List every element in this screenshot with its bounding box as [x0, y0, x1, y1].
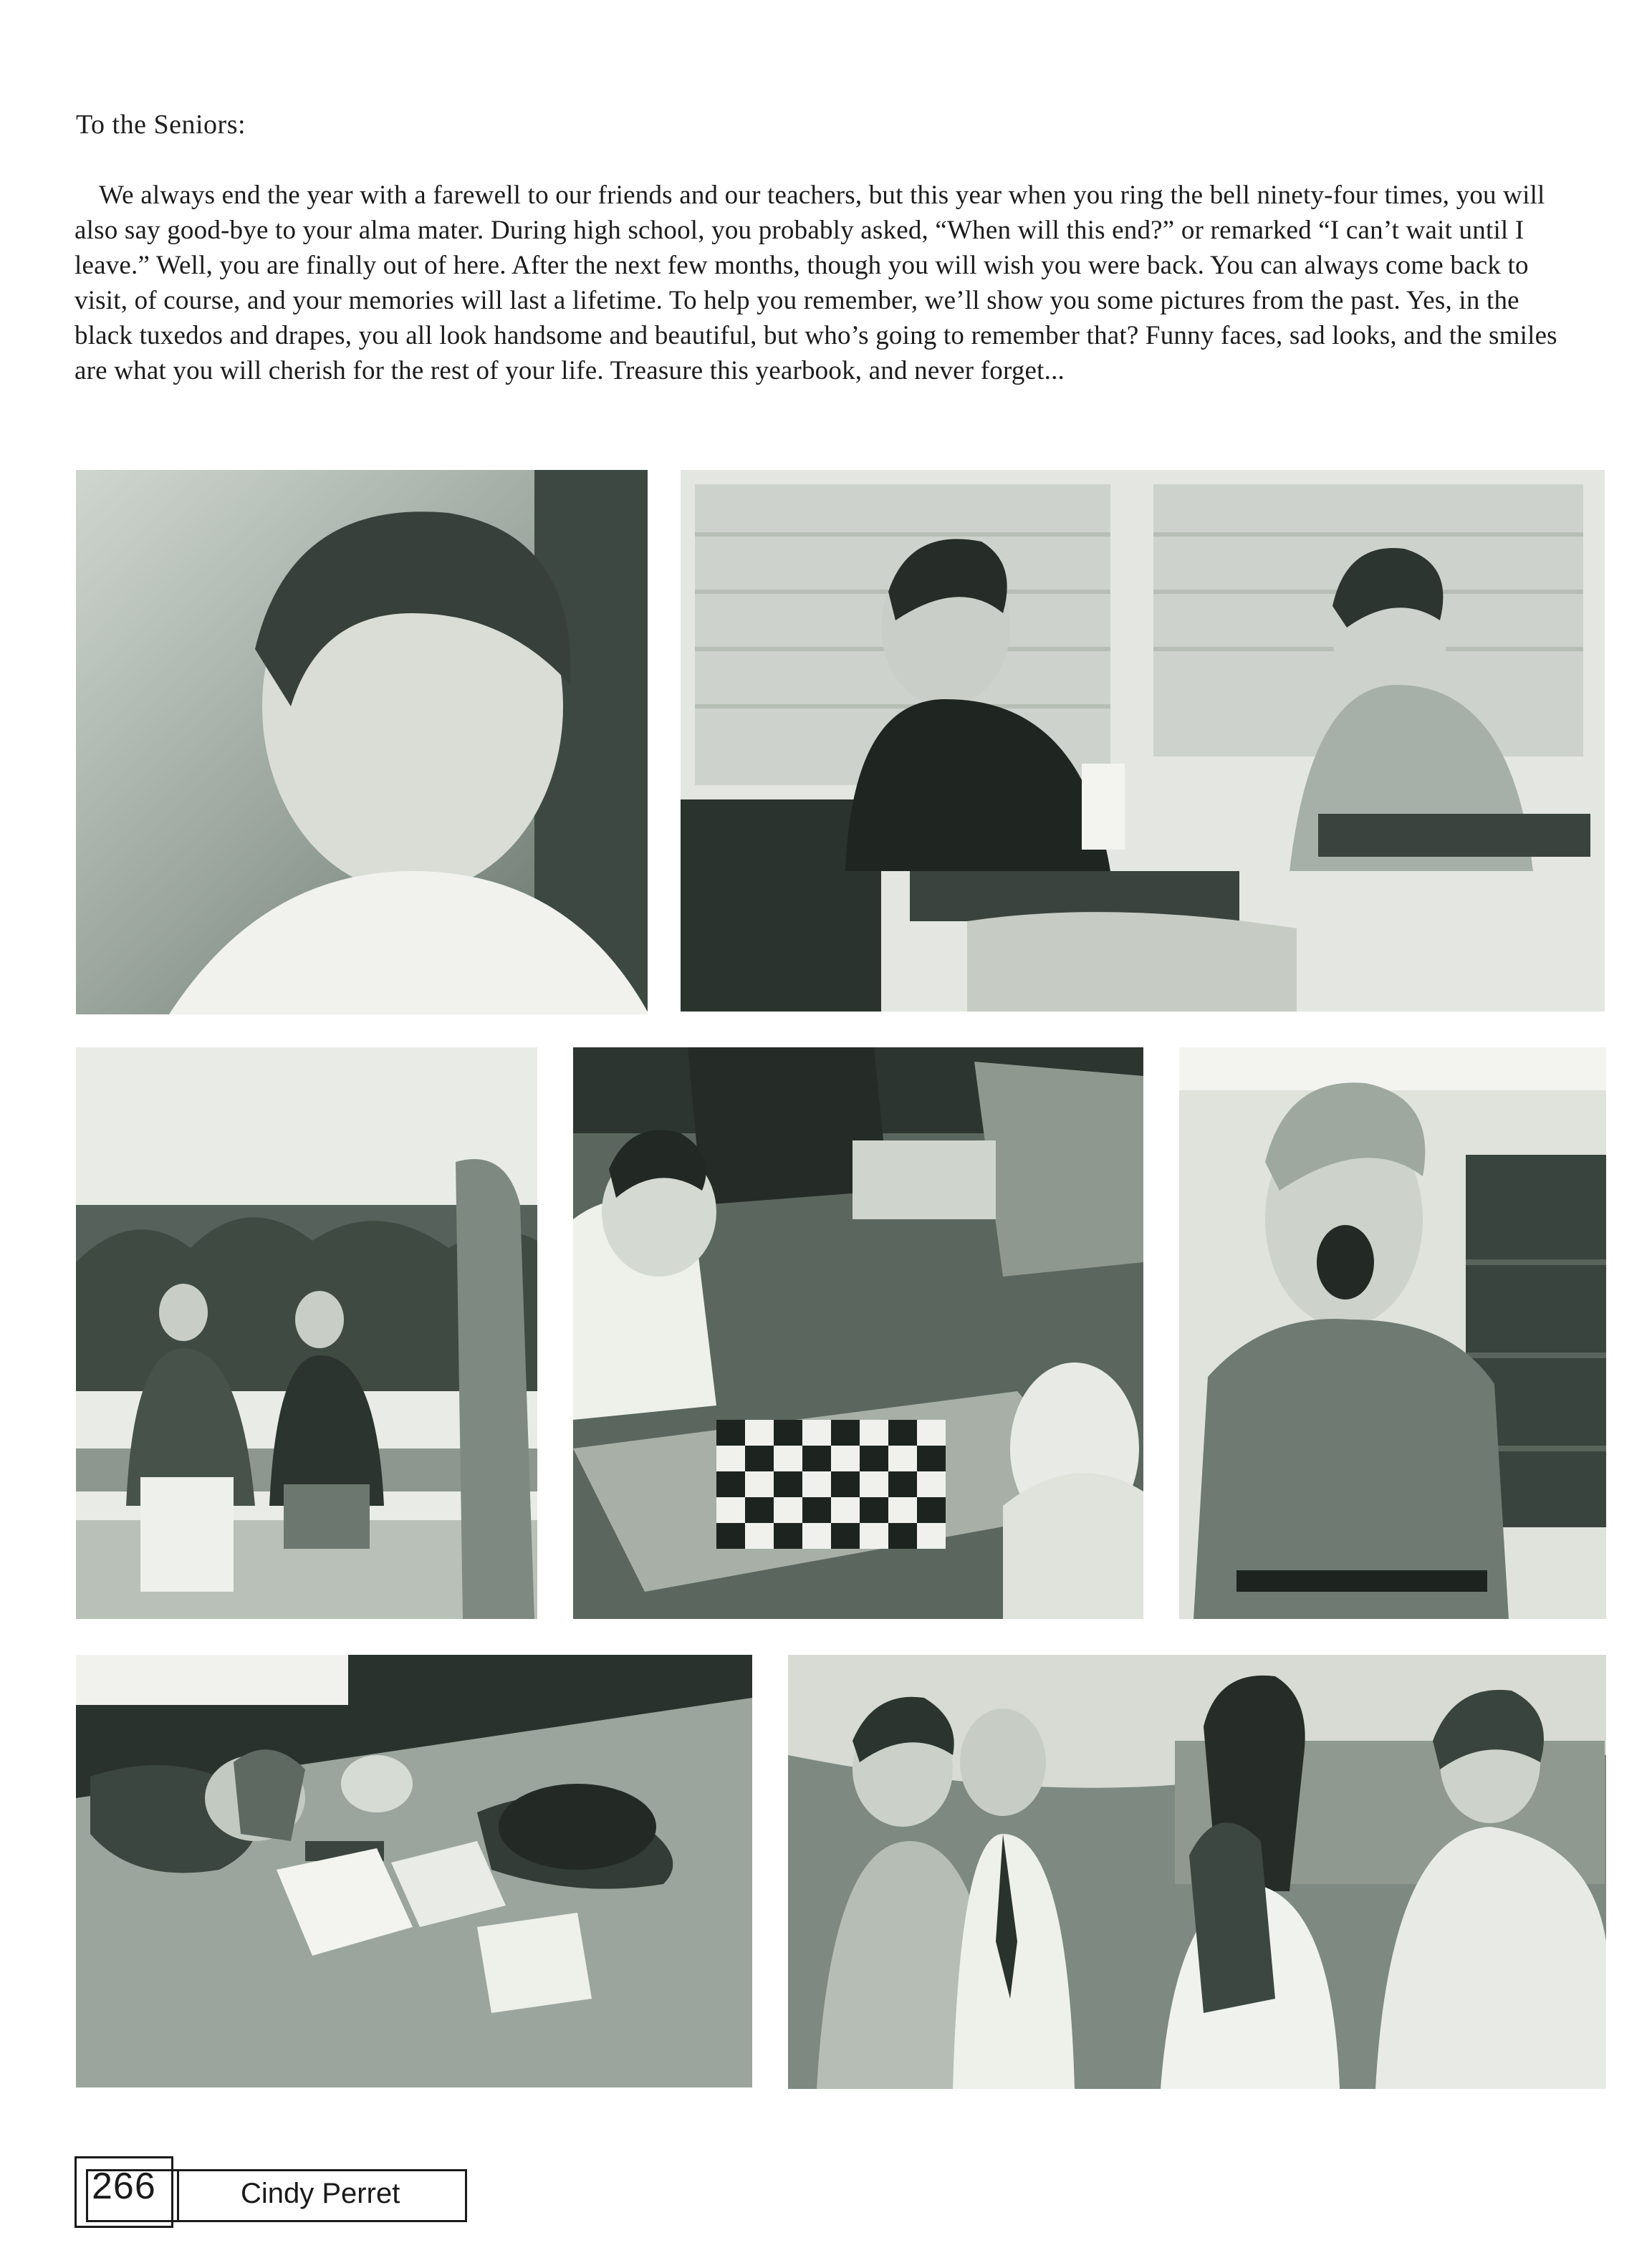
salutation: To the Seniors:: [76, 110, 246, 140]
photographer-credit: Cindy Perret: [241, 2178, 400, 2209]
photo-portrait-boy: [76, 470, 648, 1014]
photo-girls-on-floor: [76, 1655, 752, 2087]
photo-boys-at-desks: [681, 470, 1605, 1012]
page-number: 266: [92, 2166, 156, 2207]
photo-boys-outside: [76, 1047, 537, 1619]
photo-yawning-boy: [1179, 1047, 1606, 1619]
photo-group-outdoors: [788, 1655, 1606, 2089]
intro-paragraph: We always end the year with a farewell to our friends and our teachers, but this year when you ring the bell ninety-four times, you will also say good-bye to your alma mater. During high school, you probably asked, “When will this end?” or remarked “I can’t wait until I leave.” Well, you are finally out of here. After the next few months, though you will wish you were back. You can always come back to visit, of course, and your memories will last a lifetime. To help you remember, we’ll show you some pictures from the past. Yes, in the black tuxedos and drapes, you all look handsome and beautiful, but who’s going to remember that? Funny faces, sad looks, and the smiles are what you will cherish for the rest of your life. Treasure this yearbook, and never forget...: [75, 181, 1557, 385]
photo-chess-game: [573, 1047, 1143, 1619]
